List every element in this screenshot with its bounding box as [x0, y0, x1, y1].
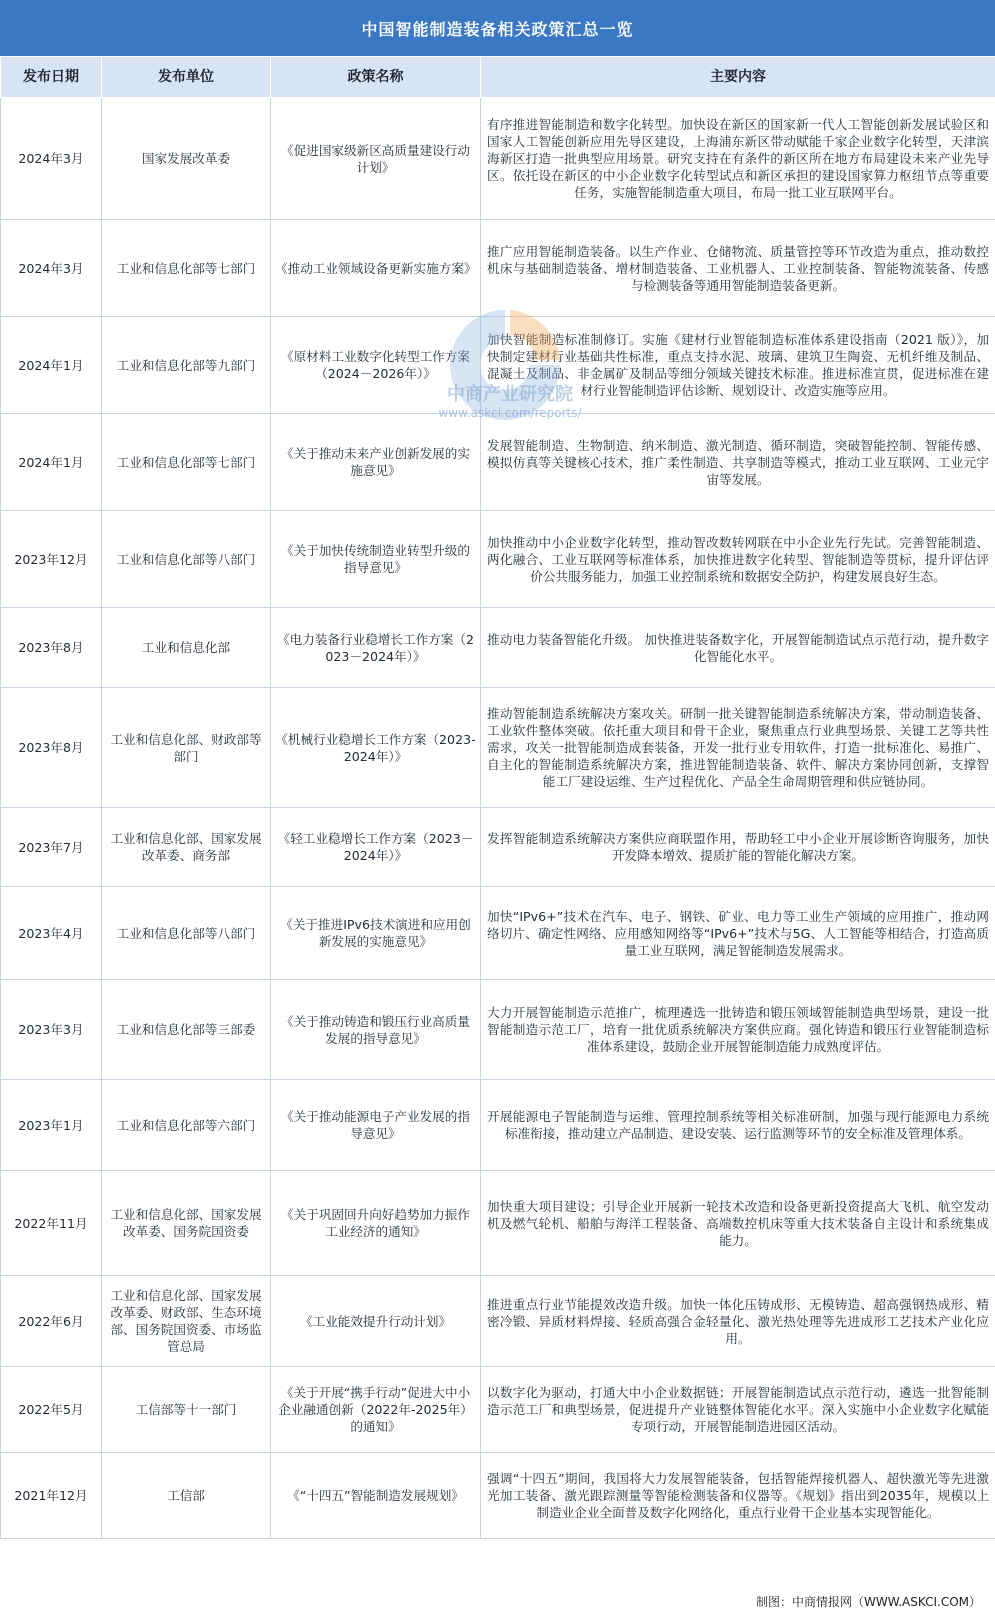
cell-unit: 工业和信息化部、财政部等部门 — [102, 688, 271, 808]
cell-date: 2023年8月 — [1, 608, 102, 688]
cell-policy: 《关于巩固回升向好趋势加力振作工业经济的通知》 — [271, 1171, 481, 1276]
watermark-name: 中商产业研究院 — [447, 384, 573, 405]
cell-date: 2022年11月 — [1, 1171, 102, 1276]
table-row — [1, 220, 995, 317]
cell-policy: 《关于推动未来产业创新发展的实施意见》 — [271, 414, 481, 511]
cell-unit: 工业和信息化部等七部门 — [102, 414, 271, 511]
cell-content: 推动智能制造系统解决方案攻关。研制一批关键智能制造系统解决方案，带动制造装备、工业软件整体突破。依托重大项目和骨干企业，聚焦重点行业典型场景、关键工艺等共性需求，攻关一批智能制造成套装备，开发一批行业专用软件，打造一批标准化、易推广、自主化的智能制造系统解决方案，推进智能制造装备、软件、解决方案协同创新，支撑智能工厂建设运维、生产过程优化、产品全生命周期管理和供应链协同。 — [481, 688, 995, 808]
cell-date: 2024年1月 — [1, 317, 102, 414]
table-row — [1, 808, 995, 887]
table-row — [1, 98, 995, 220]
cell-unit: 工业和信息化部 — [102, 608, 271, 688]
cell-unit: 工业和信息化部等七部门 — [102, 220, 271, 317]
cell-content: 发展智能制造、生物制造、纳米制造、激光制造、循环制造，突破智能控制、智能传感、模拟仿真等关键核心技术，推广柔性制造、共享制造等模式，推动工业互联网、工业元宇宙等发展。 — [481, 414, 995, 511]
cell-policy: 《推动工业领域设备更新实施方案》 — [271, 220, 481, 317]
cell-policy: 《电力装备行业稳增长工作方案（2023－2024年）》 — [271, 608, 481, 688]
cell-content: 推进重点行业节能提效改造升级。加快一体化压铸成形、无模铸造、超高强钢热成形、精密冷锻、异质材料焊接、轻质高强合金轻量化、激光热处理等先进成形工艺技术产业化应用。 — [481, 1276, 995, 1367]
cell-content: 开展能源电子智能制造与运维、管理控制系统等相关标准研制，加强与现行能源电力系统标准衔接，推动建立产品制造、建设安装、运行监测等环节的安全标准及管理体系。 — [481, 1080, 995, 1171]
column-header-content: 主要内容 — [481, 57, 995, 98]
cell-policy: 《原材料工业数字化转型工作方案（2024－2026年）》 — [271, 317, 481, 414]
cell-policy: 《工业能效提升行动计划》 — [271, 1276, 481, 1367]
cell-content: 加快智能制造标准制修订。实施《建材行业智能制造标准体系建设指南（2021 版）》，加快制定建材行业基础共性标准，重点支持水泥、玻璃、建筑卫生陶瓷、无机纤维及制品、混凝土及制品、非金属矿及制品等细分领域关键技术标准。推进标准宣贯，促进标准在建材行业智能制造评估诊断、规划设计、改造实施等应用。 — [481, 317, 995, 414]
table-row — [1, 511, 995, 608]
cell-date: 2024年3月 — [1, 98, 102, 220]
cell-unit: 工信部等十一部门 — [102, 1367, 271, 1453]
cell-unit: 工业和信息化部等八部门 — [102, 887, 271, 980]
cell-date: 2022年5月 — [1, 1367, 102, 1453]
cell-unit: 工业和信息化部等三部委 — [102, 980, 271, 1080]
cell-date: 2024年1月 — [1, 414, 102, 511]
page-title: 中国智能制造装备相关政策汇总一览 — [0, 0, 995, 56]
cell-policy: 《关于加快传统制造业转型升级的指导意见》 — [271, 511, 481, 608]
cell-date: 2023年7月 — [1, 808, 102, 887]
cell-policy: 《关于推进IPv6技术演进和应用创新发展的实施意见》 — [271, 887, 481, 980]
table-row — [1, 1367, 995, 1453]
table-row — [1, 1453, 995, 1539]
cell-date: 2023年1月 — [1, 1080, 102, 1171]
cell-content: 推广应用智能制造装备。以生产作业、仓储物流、质量管控等环节改造为重点，推动数控机床与基础制造装备、增材制造装备、工业机器人、工业控制装备、智能物流装备、传感与检测装备等通用智能制造装备更新。 — [481, 220, 995, 317]
cell-policy: 《关于开展“携手行动”促进大中小企业融通创新（2022年-2025年）的通知》 — [271, 1367, 481, 1453]
cell-policy: 《促进国家级新区高质量建设行动计划》 — [271, 98, 481, 220]
cell-date: 2023年8月 — [1, 688, 102, 808]
table-row — [1, 608, 995, 688]
cell-unit: 工业和信息化部、国家发展改革委、国务院国资委 — [102, 1171, 271, 1276]
cell-unit: 工业和信息化部、国家发展改革委、商务部 — [102, 808, 271, 887]
table-header-row — [1, 57, 995, 98]
cell-content: 加快重大项目建设；引导企业开展新一轮技术改造和设备更新投资提高大飞机、航空发动机及燃气轮机、船舶与海洋工程装备、高端数控机床等重大技术装备自主设计和系统集成能力。 — [481, 1171, 995, 1276]
table-row — [1, 688, 995, 808]
cell-unit: 工业和信息化部等八部门 — [102, 511, 271, 608]
cell-unit: 工业和信息化部、国家发展改革委、财政部、生态环境部、国务院国资委、市场监管总局 — [102, 1276, 271, 1367]
policy-table — [0, 56, 995, 1539]
cell-content: 以数字化为驱动，打通大中小企业数据链；开展智能制造试点示范行动，遴选一批智能制造示范工厂和典型场景，促进提升产业链整体智能化水平。深入实施中小企业数字化赋能专项行动，开展智能制造进园区活动。 — [481, 1367, 995, 1453]
table-row — [1, 1276, 995, 1367]
column-header-date: 发布日期 — [1, 57, 102, 98]
cell-unit: 工业和信息化部等六部门 — [102, 1080, 271, 1171]
cell-date: 2021年12月 — [1, 1453, 102, 1539]
cell-content: 发挥智能制造系统解决方案供应商联盟作用，帮助轻工中小企业开展诊断咨询服务，加快开发降本增效、提质扩能的智能化解决方案。 — [481, 808, 995, 887]
cell-content: 有序推进智能制造和数字化转型。加快设在新区的国家新一代人工智能创新发展试验区和国家人工智能创新应用先导区建设，上海浦东新区带动赋能千家企业数字化转型，天津滨海新区打造一批典型应用场景。研究支持在有条件的新区所在地方布局建设未来产业先导区。依托设在新区的中小企业数字化转型试点和新区承担的建设国家算力枢纽节点等重要任务，实施智能制造重大项目，布局一批工业互联网平台。 — [481, 98, 995, 220]
table-row — [1, 414, 995, 511]
table-row — [1, 1080, 995, 1171]
cell-policy: 《机械行业稳增长工作方案（2023-2024年）》 — [271, 688, 481, 808]
watermark-url: www.askci.com/reports/ — [438, 406, 582, 420]
cell-unit: 国家发展改革委 — [102, 98, 271, 220]
cell-unit: 工业和信息化部等九部门 — [102, 317, 271, 414]
table-row — [1, 887, 995, 980]
cell-policy: 《“十四五”智能制造发展规划》 — [271, 1453, 481, 1539]
cell-date: 2023年4月 — [1, 887, 102, 980]
table-row — [1, 980, 995, 1080]
cell-content: 强调“十四五”期间，我国将大力发展智能装备，包括智能焊接机器人、超快激光等先进激光加工装备、激光跟踪测量等智能检测装备和仪器等。《规划》指出到2035年，规模以上制造业企业全面普及数字化网络化，重点行业骨干企业基本实现智能化。 — [481, 1453, 995, 1539]
table-row — [1, 1171, 995, 1276]
cell-date: 2023年12月 — [1, 511, 102, 608]
column-header-unit: 发布单位 — [102, 57, 271, 98]
cell-date: 2022年6月 — [1, 1276, 102, 1367]
cell-content: 加快推动中小企业数字化转型，推动智改数转网联在中小企业先行先试。完善智能制造、两化融合、工业互联网等标准体系，加快推进数字化转型、智能制造等贯标，提升评估评价公共服务能力，加强工业控制系统和数据安全防护，构建发展良好生态。 — [481, 511, 995, 608]
cell-date: 2024年3月 — [1, 220, 102, 317]
cell-policy: 《关于推动能源电子产业发展的指导意见》 — [271, 1080, 481, 1171]
column-header-policy: 政策名称 — [271, 57, 481, 98]
cell-policy: 《轻工业稳增长工作方案（2023－2024年）》 — [271, 808, 481, 887]
cell-content: 加快“IPv6+”技术在汽车、电子、钢铁、矿业、电力等工业生产领域的应用推广，推动网络切片、确定性网络、应用感知网络等“IPv6+”技术与5G、人工智能等相结合，打造高质量工业互联网，满足智能制造发展需求。 — [481, 887, 995, 980]
footer-credit: 制图：中商情报网（WWW.ASKCI.COM） — [756, 1594, 981, 1609]
cell-content: 大力开展智能制造示范推广，梳理遴选一批铸造和锻压领域智能制造典型场景，建设一批智能制造示范工厂，培育一批优质系统解决方案供应商。强化铸造和锻压行业智能制造标准体系建设，鼓励企业开展智能制造能力成熟度评估。 — [481, 980, 995, 1080]
cell-policy: 《关于推动铸造和锻压行业高质量发展的指导意见》 — [271, 980, 481, 1080]
cell-content: 推动电力装备智能化升级。 加快推进装备数字化，开展智能制造试点示范行动，提升数字化智能化水平。 — [481, 608, 995, 688]
cell-date: 2023年3月 — [1, 980, 102, 1080]
cell-unit: 工信部 — [102, 1453, 271, 1539]
